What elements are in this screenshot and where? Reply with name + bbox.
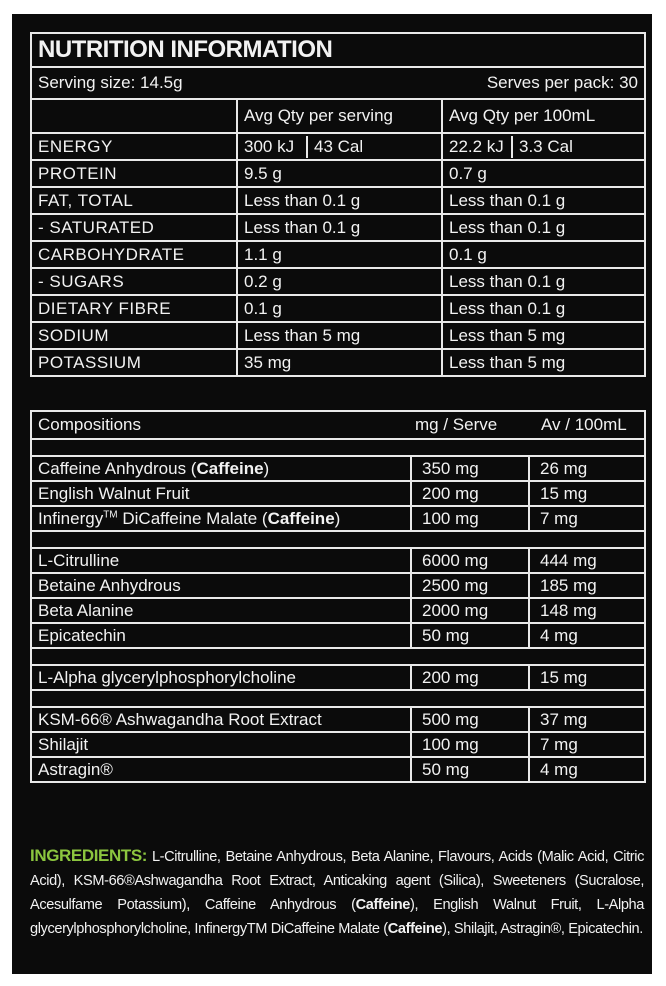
composition-serve: 200 mg (411, 665, 529, 690)
nutrition-panel (12, 14, 652, 974)
composition-serve: 500 mg (411, 707, 529, 732)
composition-per100: 15 mg (529, 665, 645, 690)
composition-per100: 7 mg (529, 506, 645, 531)
composition-name: Betaine Anhydrous (31, 573, 411, 598)
nutrient-serving: 0.2 g (237, 268, 442, 295)
composition-serve: 100 mg (411, 506, 529, 531)
nutrient-per100: Less than 0.1 g (442, 187, 645, 214)
composition-name: KSM-66® Ashwagandha Root Extract (31, 707, 411, 732)
table-row (31, 732, 645, 757)
nutrient-label: - SATURATED (31, 214, 237, 241)
energy-100ml-kj: 22.2 kJ (449, 136, 513, 158)
ingredients-text: INGREDIENTS: L-Citrulline, Betaine Anhydrous, Beta Alanine, Flavours, Acids (Malic Acid, Citric Acid), KSM-66®Ashwagandha Root Extract, Anticaking agent (Silica), Sweeteners (Sucralose, Acesulfame Potassium), Caffeine Anhydrous (Caffeine), English Walnut Fruit, L-Alpha glycerylphosphorylcholine, InfinergyTM DiCaffeine Malate (Caffeine), Shilajit, Astragin®, Epicatechin. (30, 846, 644, 937)
composition-per100: 26 mg (529, 456, 645, 481)
nutrient-label: POTASSIUM (31, 349, 237, 376)
header-blank (31, 99, 237, 133)
nutrient-per100: Less than 5 mg (442, 322, 645, 349)
composition-per100: 15 mg (529, 481, 645, 506)
composition-serve: 200 mg (411, 481, 529, 506)
table-row (31, 241, 645, 268)
nutrient-label: - SUGARS (31, 268, 237, 295)
nutrient-label: SODIUM (31, 322, 237, 349)
table-row (31, 506, 645, 531)
nutrient-serving: 0.1 g (237, 295, 442, 322)
nutrient-serving: Less than 5 mg (237, 322, 442, 349)
table-row (31, 187, 645, 214)
table-row (31, 295, 645, 322)
row-gap (31, 690, 645, 707)
table-row (31, 456, 645, 481)
nutrient-serving: 35 mg (237, 349, 442, 376)
composition-name: Shilajit (31, 732, 411, 757)
row-gap (31, 648, 645, 665)
nutrient-label: DIETARY FIBRE (31, 295, 237, 322)
table-row (31, 349, 645, 376)
composition-serve: 2000 mg (411, 598, 529, 623)
composition-name: Epicatechin (31, 623, 411, 648)
composition-name: English Walnut Fruit (31, 481, 411, 506)
nutrient-per100: Less than 0.1 g (442, 214, 645, 241)
composition-per100: 444 mg (529, 548, 645, 573)
nutrition-table (30, 32, 646, 377)
compositions-header-serve: mg / Serve (411, 411, 529, 439)
nutrient-per100: 0.1 g (442, 241, 645, 268)
table-row (31, 623, 645, 648)
table-row (31, 268, 645, 295)
composition-serve: 6000 mg (411, 548, 529, 573)
composition-name: L-Alpha glycerylphosphorylcholine (31, 665, 411, 690)
nutrient-per100: 0.7 g (442, 160, 645, 187)
composition-serve: 2500 mg (411, 573, 529, 598)
table-row (31, 214, 645, 241)
composition-per100: 148 mg (529, 598, 645, 623)
nutrient-serving: 1.1 g (237, 241, 442, 268)
nutrient-serving: Less than 0.1 g (237, 214, 442, 241)
table-row (31, 757, 645, 782)
composition-per100: 37 mg (529, 707, 645, 732)
energy-label: ENERGY (31, 133, 237, 160)
table-row (31, 481, 645, 506)
row-gap (31, 531, 645, 548)
table-row (31, 598, 645, 623)
composition-serve: 350 mg (411, 456, 529, 481)
composition-serve: 50 mg (411, 757, 529, 782)
composition-name: L-Citrulline (31, 548, 411, 573)
compositions-header-100ml: Av / 100mL (529, 411, 645, 439)
header-per-serving: Avg Qty per serving (237, 99, 442, 133)
compositions-table (30, 410, 646, 783)
energy-serving-cal: 43 Cal (314, 136, 364, 156)
row-gap (31, 439, 645, 456)
nutrient-per100: Less than 5 mg (442, 349, 645, 376)
table-row (31, 665, 645, 690)
composition-per100: 185 mg (529, 573, 645, 598)
composition-name: Caffeine Anhydrous (Caffeine) (31, 456, 411, 481)
nutrient-per100: Less than 0.1 g (442, 295, 645, 322)
composition-per100: 4 mg (529, 757, 645, 782)
energy-serving (237, 133, 442, 160)
ingredients-title: INGREDIENTS: (30, 846, 148, 865)
nutrition-title: NUTRITION INFORMATION (31, 33, 645, 67)
table-row (31, 707, 645, 732)
energy-100ml-cal: 3.3 Cal (519, 136, 573, 156)
table-row (31, 548, 645, 573)
table-row (31, 322, 645, 349)
table-row (31, 133, 645, 160)
nutrient-label: PROTEIN (31, 160, 237, 187)
composition-name: Astragin® (31, 757, 411, 782)
composition-per100: 4 mg (529, 623, 645, 648)
composition-serve: 100 mg (411, 732, 529, 757)
serving-row (31, 67, 645, 99)
composition-name: Infinergy™ DiCaffeine Malate (Caffeine) (31, 506, 411, 531)
compositions-header: Compositions (31, 411, 411, 439)
composition-name: Beta Alanine (31, 598, 411, 623)
composition-per100: 7 mg (529, 732, 645, 757)
nutrient-label: CARBOHYDRATE (31, 241, 237, 268)
energy-100ml (442, 133, 645, 160)
nutrient-label: FAT, TOTAL (31, 187, 237, 214)
energy-serving-kj: 300 kJ (244, 136, 308, 158)
header-per-100ml: Avg Qty per 100mL (442, 99, 645, 133)
table-row (31, 573, 645, 598)
nutrient-per100: Less than 0.1 g (442, 268, 645, 295)
serves-per-pack: Serves per pack: 30 (486, 73, 639, 92)
nutrient-serving: 9.5 g (237, 160, 442, 187)
serving-size: Serving size: 14.5g (38, 73, 183, 92)
table-row (31, 160, 645, 187)
nutrient-serving: Less than 0.1 g (237, 187, 442, 214)
composition-serve: 50 mg (411, 623, 529, 648)
